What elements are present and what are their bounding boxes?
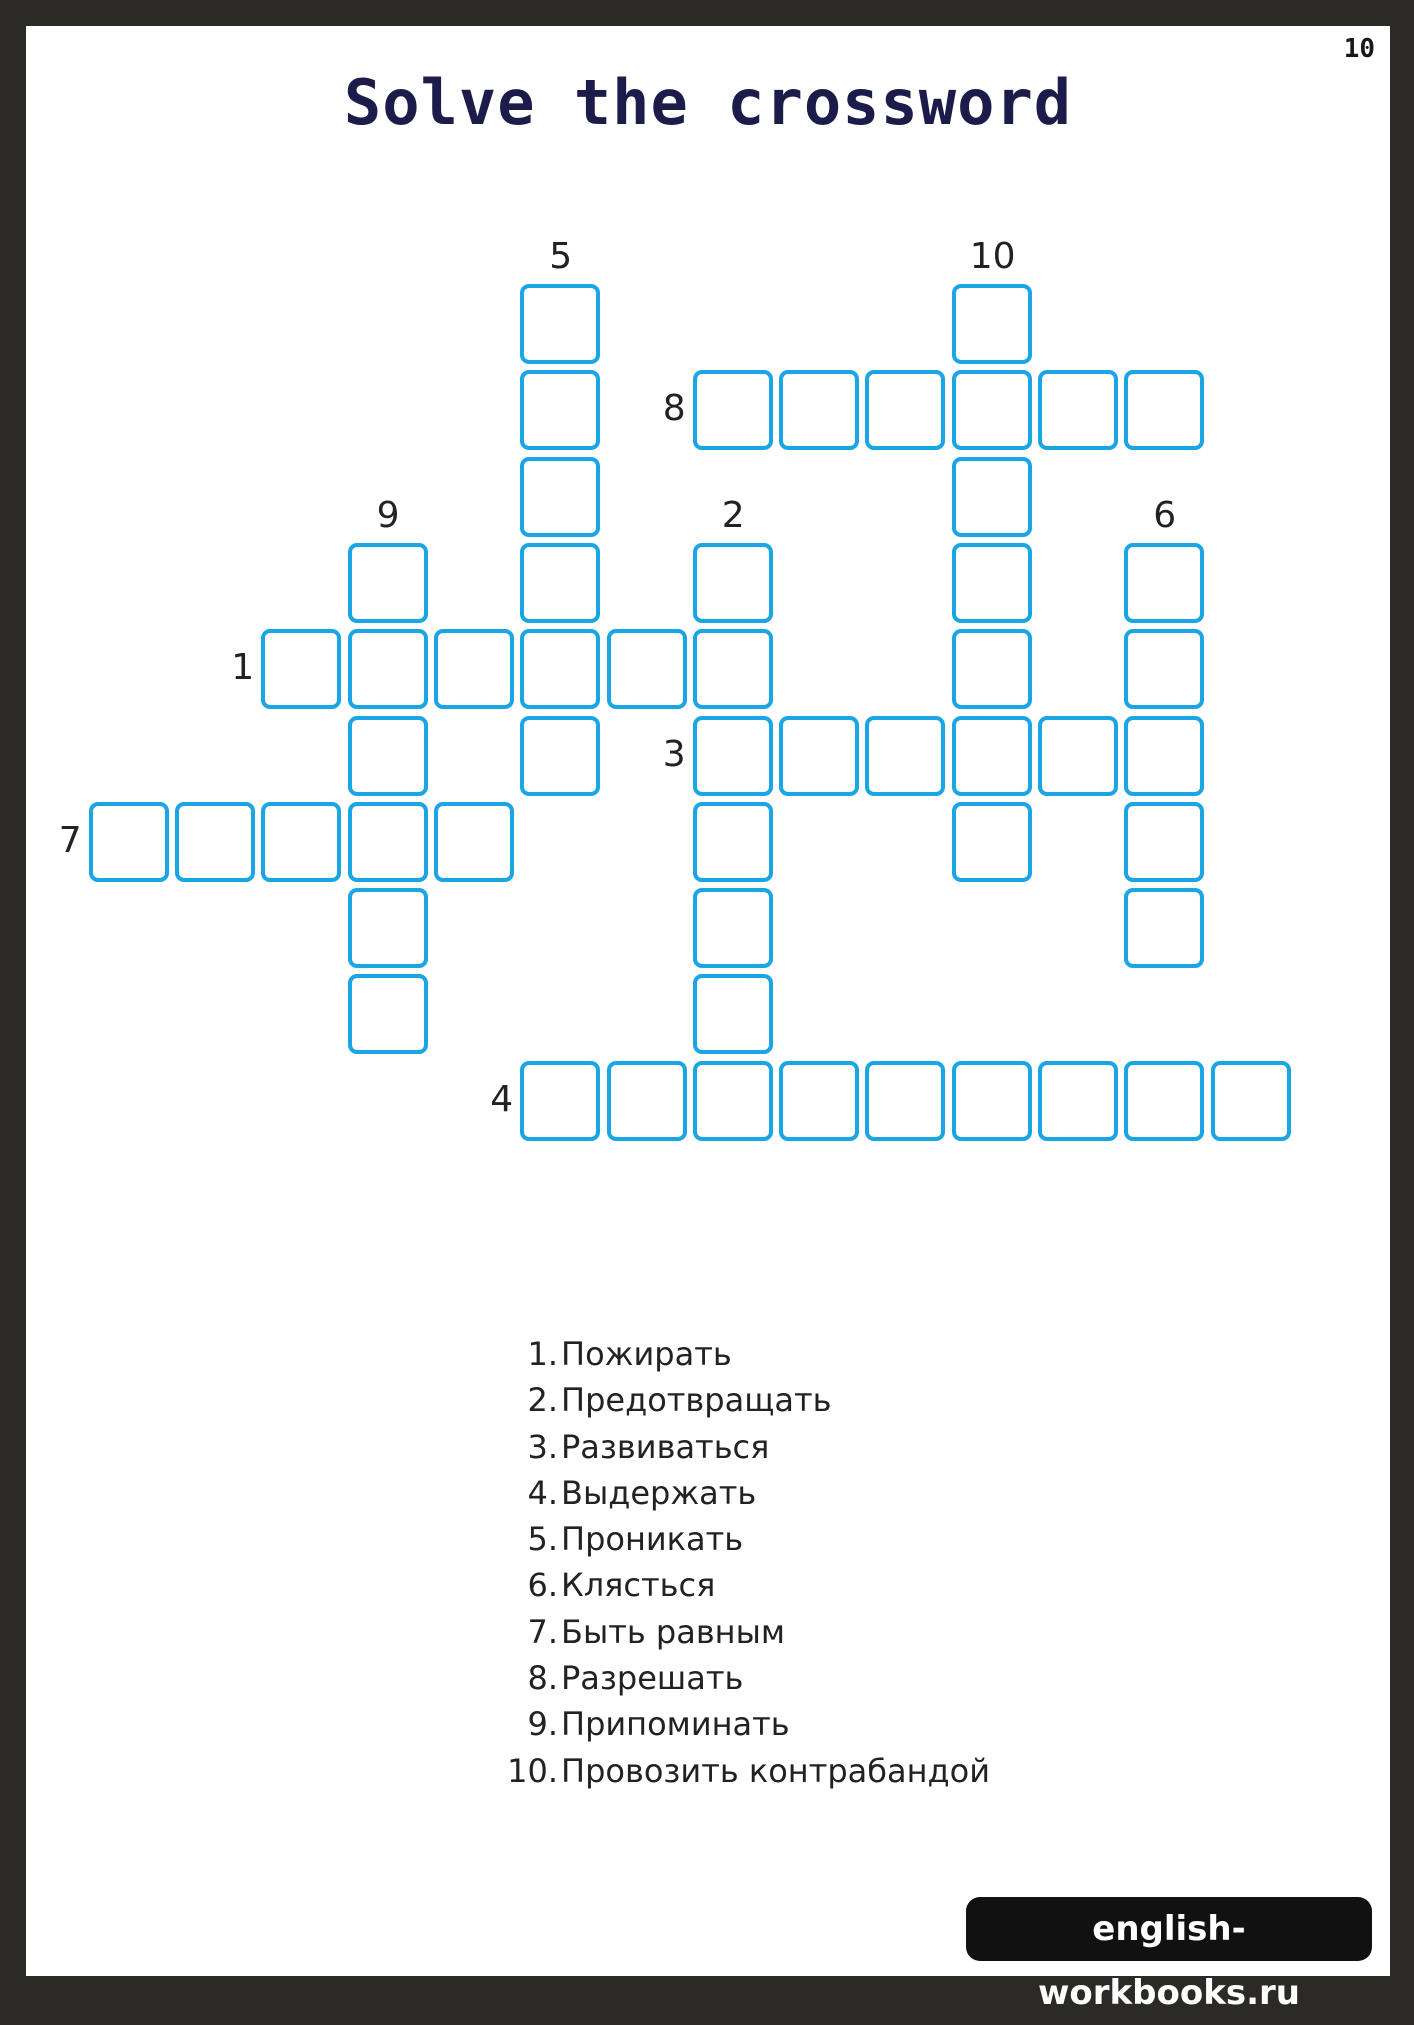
clue-list (496, 1331, 990, 1794)
clue-item-number: 10. (507, 1751, 558, 1790)
crossword-cell[interactable] (865, 1061, 945, 1141)
clue-item (496, 1424, 990, 1470)
clue-item-number: 6. (527, 1566, 558, 1605)
crossword-cell[interactable] (1124, 716, 1204, 796)
crossword-grid (26, 26, 1390, 1226)
crossword-cell[interactable] (520, 629, 600, 709)
crossword-cell[interactable] (952, 370, 1032, 450)
crossword-cell[interactable] (693, 543, 773, 623)
crossword-cell[interactable] (1124, 1061, 1204, 1141)
crossword-cell[interactable] (348, 888, 428, 968)
crossword-cell[interactable] (1038, 1061, 1118, 1141)
clue-item-text: Пожирать (561, 1335, 732, 1373)
clue-item (496, 1377, 990, 1423)
crossword-cell[interactable] (952, 1061, 1032, 1141)
crossword-cell[interactable] (520, 1061, 600, 1141)
clue-item-number: 9. (527, 1705, 558, 1744)
crossword-cell[interactable] (1124, 888, 1204, 968)
clue-item-number: 8. (527, 1659, 558, 1698)
clue-item (496, 1748, 990, 1794)
clue-item-text: Проникать (561, 1520, 744, 1559)
crossword-cell[interactable] (952, 457, 1032, 537)
website-badge: english-workbooks.ru (966, 1897, 1372, 1961)
clue-number-5: 5 (549, 236, 573, 277)
crossword-cell[interactable] (1124, 543, 1204, 623)
crossword-cell[interactable] (693, 802, 773, 882)
clue-item-number: 2. (527, 1381, 558, 1420)
clue-item-number: 5. (527, 1520, 558, 1559)
crossword-cell[interactable] (952, 716, 1032, 796)
clue-item-number: 3. (527, 1427, 558, 1466)
crossword-cell[interactable] (261, 802, 341, 882)
clue-number-1: 1 (231, 647, 255, 689)
clue-item-text: Разрешать (561, 1659, 744, 1698)
crossword-cell[interactable] (1038, 370, 1118, 450)
clue-number-9: 9 (376, 494, 400, 536)
clue-number-4: 4 (490, 1078, 514, 1120)
crossword-cell[interactable] (1124, 802, 1204, 882)
crossword-cell[interactable] (952, 629, 1032, 709)
crossword-cell[interactable] (607, 629, 687, 709)
clue-item (496, 1331, 990, 1377)
crossword-cell[interactable] (693, 370, 773, 450)
clue-item (496, 1701, 990, 1747)
clue-item (496, 1516, 990, 1562)
clue-item (496, 1655, 990, 1701)
crossword-cell[interactable] (693, 629, 773, 709)
clue-item-text: Быть равным (561, 1612, 785, 1651)
crossword-cell[interactable] (607, 1061, 687, 1141)
clue-item-text: Провозить контрабандой (561, 1751, 991, 1790)
clue-item (496, 1609, 990, 1655)
crossword-cell[interactable] (952, 802, 1032, 882)
crossword-cell[interactable] (1124, 629, 1204, 709)
crossword-cell[interactable] (520, 716, 600, 796)
crossword-cell[interactable] (779, 370, 859, 450)
crossword-cell[interactable] (89, 802, 169, 882)
clue-item-text: Клясться (561, 1566, 716, 1605)
crossword-cell[interactable] (1038, 716, 1118, 796)
clue-item (496, 1562, 990, 1608)
crossword-cell[interactable] (865, 370, 945, 450)
page-number: 10 (1343, 34, 1375, 64)
clue-number-2: 2 (721, 494, 745, 536)
clue-item-number: 1. (527, 1335, 558, 1373)
crossword-cell[interactable] (348, 716, 428, 796)
crossword-cell[interactable] (693, 1061, 773, 1141)
crossword-cell[interactable] (261, 629, 341, 709)
crossword-cell[interactable] (1124, 370, 1204, 450)
crossword-cell[interactable] (348, 629, 428, 709)
worksheet-page (26, 26, 1390, 2013)
crossword-cell[interactable] (348, 802, 428, 882)
clue-number-7: 7 (58, 819, 82, 861)
crossword-cell[interactable] (434, 802, 514, 882)
crossword-cell[interactable] (693, 888, 773, 968)
clue-item-text: Предотвращать (561, 1381, 832, 1420)
crossword-cell[interactable] (175, 802, 255, 882)
clue-item-text: Припоминать (561, 1705, 790, 1744)
crossword-cell[interactable] (348, 543, 428, 623)
clue-number-3: 3 (662, 733, 686, 775)
clue-number-8: 8 (662, 388, 686, 430)
crossword-cell[interactable] (520, 543, 600, 623)
clue-item-number: 4. (527, 1473, 558, 1512)
clue-item-text: Развиваться (561, 1427, 770, 1466)
crossword-cell[interactable] (693, 716, 773, 796)
clue-number-6: 6 (1153, 494, 1177, 536)
crossword-cell[interactable] (779, 1061, 859, 1141)
clue-number-10: 10 (969, 236, 1016, 277)
clue-item-number: 7. (527, 1612, 558, 1651)
crossword-cell[interactable] (952, 543, 1032, 623)
page-title: Solve the crossword (343, 66, 1073, 139)
clue-item-text: Выдержать (561, 1473, 757, 1512)
crossword-cell[interactable] (520, 370, 600, 450)
crossword-cell[interactable] (779, 716, 859, 796)
crossword-cell[interactable] (434, 629, 514, 709)
crossword-cell[interactable] (693, 974, 773, 1054)
clue-item (496, 1470, 990, 1516)
crossword-cell[interactable] (348, 974, 428, 1054)
crossword-cell[interactable] (520, 457, 600, 537)
crossword-cell[interactable] (952, 284, 1032, 364)
crossword-cell[interactable] (520, 284, 600, 364)
crossword-cell[interactable] (1211, 1061, 1291, 1141)
crossword-cell[interactable] (865, 716, 945, 796)
